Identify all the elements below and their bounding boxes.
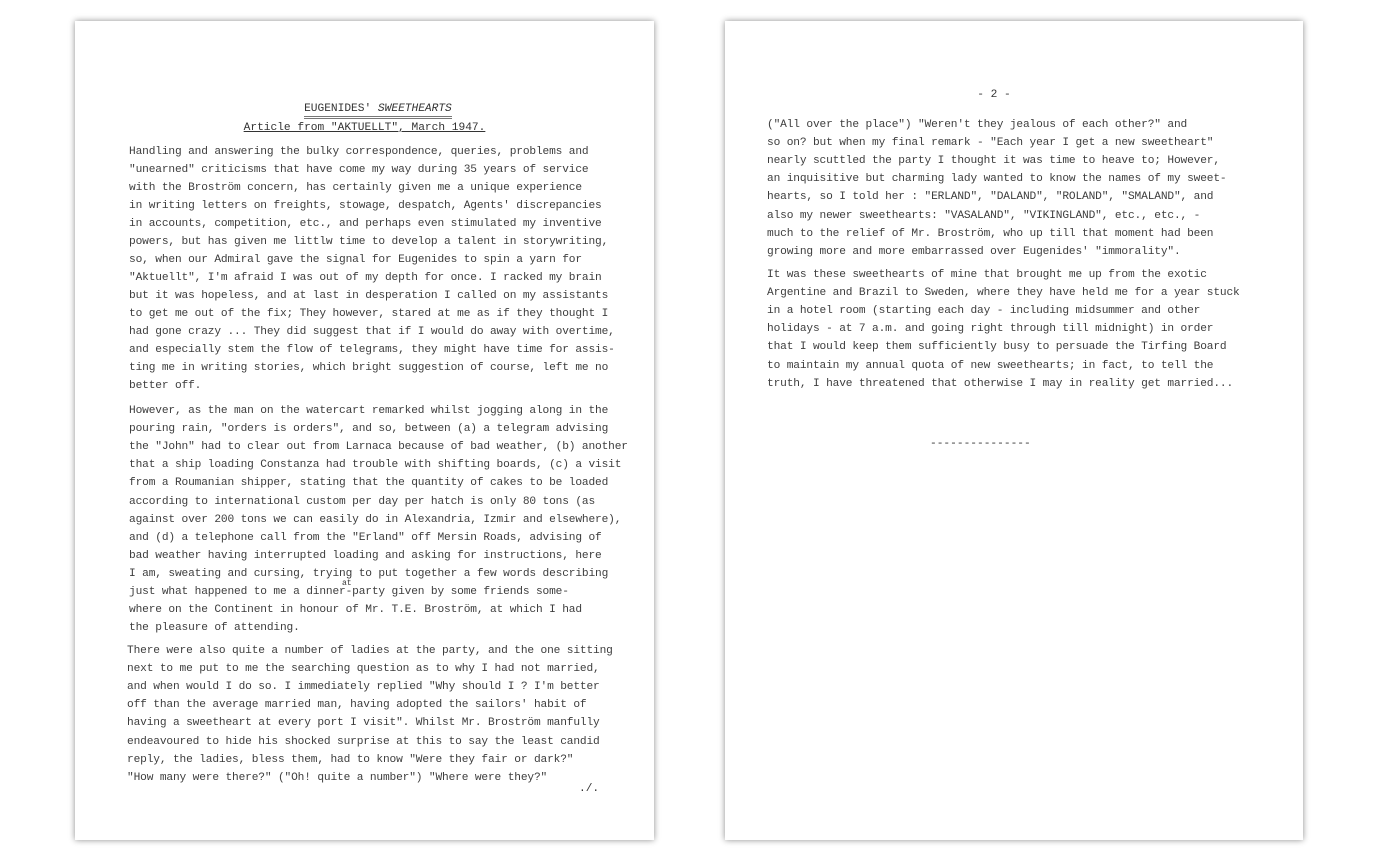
text-line: There were also quite a number of ladies at the party, and the one sitting [127, 645, 613, 657]
text-line: ("All over the place") "Weren't they jealous of each other?" and [767, 119, 1188, 131]
text-line: in a hotel room (starting each day - including midsummer and other [767, 305, 1201, 318]
text-line: the pleasure of attending. [129, 622, 300, 635]
text-line: nearly scuttled the party I thought it was time to heave to; However, [767, 155, 1220, 168]
text-line: so, when our Admiral gave the signal for Eugenides to spin a yarn for [129, 254, 582, 266]
text-line: It was these sweethearts of mine that brought me up from the exotic [767, 269, 1207, 281]
text-line: so on? but when my final remark - "Each year I get a new sweetheart" [767, 137, 1214, 150]
text-line: that a ship loading Constanza had trouble with shifting boards, (c) a visit [129, 459, 622, 472]
text-line: reply, the ladies, bless them, had to know "Were they fair or dark?" [127, 753, 574, 766]
end-rule: --------------- [930, 438, 1031, 450]
text-line: to maintain my annual quota of new sweethearts; in fact, to tell the [767, 359, 1214, 372]
text-line: just what happened to me a dinner-party given by some friends some- [129, 586, 569, 598]
text-line: and when would I do so. I immediately replied "Why should I ? I'm better [127, 681, 600, 694]
text-line: truth, I have threatened that otherwise I may in reality get married... [767, 377, 1234, 390]
text-line: an inquisitive but charming lady wanted to know the names of my sweet- [767, 173, 1227, 186]
text-line: ting me in writing stories, which bright suggestion of course, left me no [129, 362, 609, 374]
page-number: - 2 - [977, 89, 1011, 101]
text-line: and especially stem the flow of telegrams, they might have time for assis- [129, 344, 615, 356]
text-line: I am, sweating and cursing, trying to put together a few words describing [129, 567, 609, 580]
text-line: from a Roumanian shipper, stating that the quantity of cakes to be loaded [129, 477, 609, 490]
document-page-2 [725, 21, 1303, 840]
text-line: having a sweetheart at every port I visit". Whilst Mr. Broström manfully [127, 717, 600, 730]
text-line: endeavoured to hide his shocked surprise at this to say the least candid [127, 735, 600, 748]
text-line: powers, but has given me littlw time to develop a talent in storywriting, [129, 236, 609, 248]
text-line: but it was hopeless, and at last in desperation I called on my assistants [129, 290, 609, 302]
continuation-mark: ./. [579, 783, 600, 795]
text-line: where on the Continent in honour of Mr. T.E. Broström, at which I had [129, 604, 582, 617]
text-line: "Aktuellt", I'm afraid I was out of my depth for once. I racked my brain [129, 272, 602, 284]
text-line: holidays - at 7 a.m. and going right through till midnight) in order [767, 323, 1214, 336]
text-line: with the Broström concern, has certainly given me a unique experience [129, 182, 582, 194]
text-line: had gone crazy ... They did suggest that if I would do away with overtime, [129, 326, 615, 338]
title-prefix: EUGENIDES' [304, 103, 372, 115]
text-line: in accounts, competition, etc., and perhaps even stimulated my inventive [129, 218, 602, 230]
text-line: according to international custom per day per hatch is only 80 tons (as [129, 495, 596, 508]
text-line: growing more and more embarrassed over Eugenides' "immorality". [767, 245, 1181, 258]
text-line: to get me out of the fix; They however, stared at me as if they thought I [129, 308, 609, 320]
text-line: better off. [129, 380, 202, 392]
text-line: pouring rain, "orders is orders", and so, between (a) a telegram advising [129, 423, 609, 436]
text-line: also my newer sweethearts: "VASALAND", "VIKINGLAND", etc., etc., - [767, 209, 1201, 222]
text-line: bad weather having interrupted loading and asking for instructions, here [129, 549, 602, 562]
text-line: next to me put to me the searching question as to why I had not married, [127, 663, 600, 676]
text-line: in writing letters on freights, stowage, despatch, Agents' discrepancies [129, 200, 602, 212]
text-line: "unearned" criticisms that have come my way during 35 years of service [129, 164, 589, 176]
text-line: off than the average married man, having adopted the sailors' habit of [127, 699, 587, 712]
text-line: the "John" had to clear out from Larnaca because of bad weather, (b) another [129, 441, 628, 454]
document-page-1 [75, 21, 654, 840]
document-subtitle: Article from "AKTUELLT", March 1947. [243, 122, 486, 134]
text-line: "How many were there?" ("Oh! quite a number") "Where were they?" [127, 771, 548, 784]
text-line: hearts, so I told her : "ERLAND", "DALAND", "ROLAND", "SMALAND", and [767, 191, 1214, 204]
superscript-insertion: at [342, 579, 352, 588]
text-line: Argentine and Brazil to Sweden, where they have held me for a year stuck [767, 287, 1240, 300]
text-line: much to the relief of Mr. Broström, who up till that moment had been [767, 227, 1214, 240]
text-line: However, as the man on the watercart remarked whilst jogging along in the [129, 405, 609, 417]
text-line: and (d) a telephone call from the "Erland" off Mersin Roads, advising of [129, 531, 602, 544]
title-italic: SWEETHEARTS [377, 103, 452, 115]
text-line: against over 200 tons we can easily do in Alexandria, Izmir and elsewhere), [129, 513, 622, 526]
text-line: Handling and answering the bulky correspondence, queries, problems and [129, 146, 589, 158]
text-line: that I would keep them sufficiently busy to persuade the Tirfing Board [767, 341, 1227, 354]
